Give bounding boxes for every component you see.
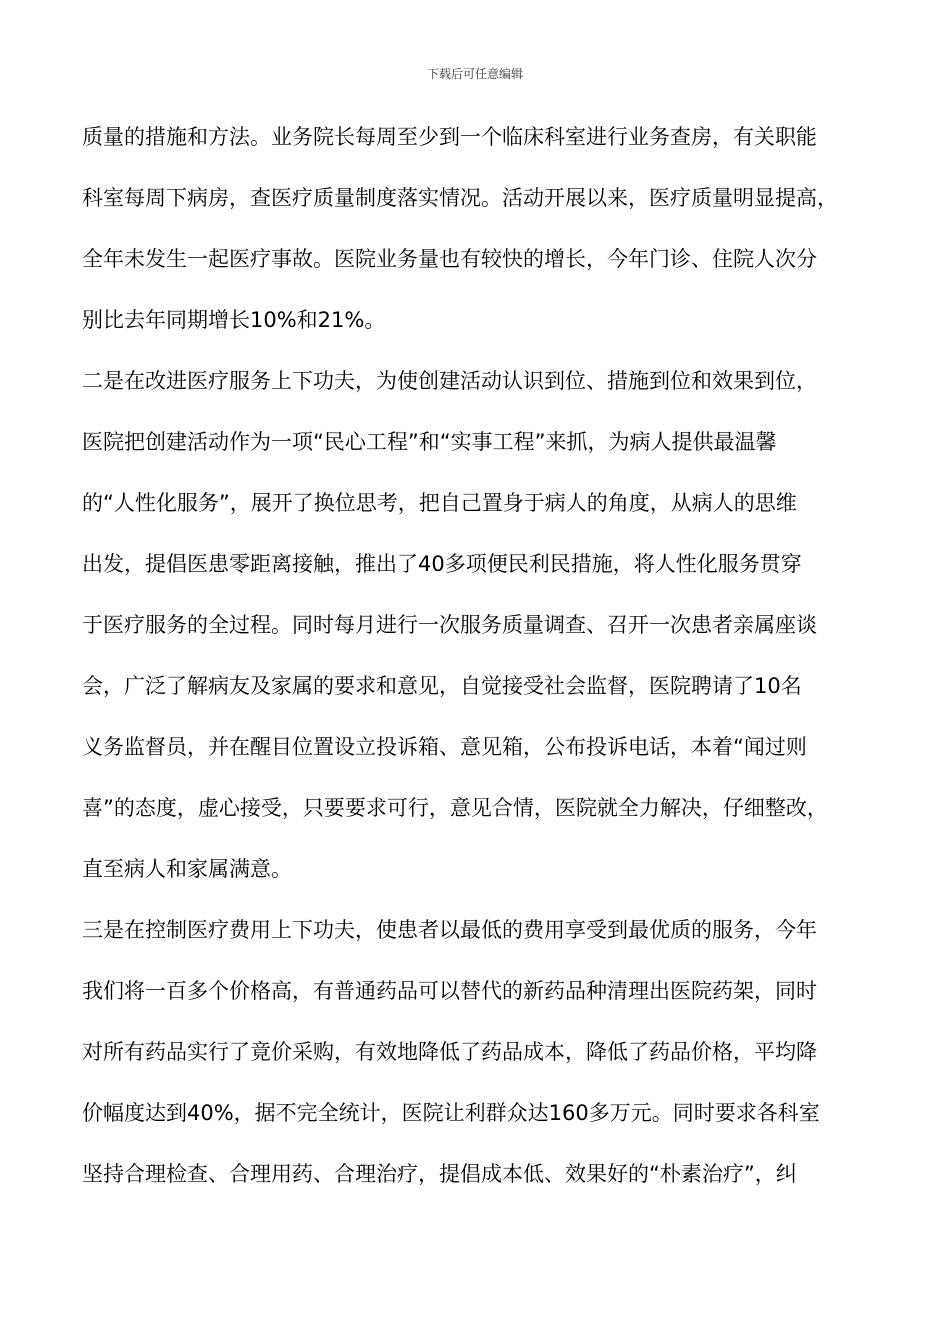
text-line: 全年未发生一起医疗事故。医院业务量也有较快的增长，今年门诊、住院人次分 [82, 247, 817, 271]
text-line: 三是在控制医疗费用上下功夫，使患者以最低的费用享受到最优质的服务，今年 [82, 918, 817, 942]
text-line: 坚持合理检查、合理用药、合理治疗，提倡成本低、效果好的“朴素治疗”，纠 [82, 1162, 797, 1186]
text-line: 科室每周下病房，查医疗质量制度落实情况。活动开展以来，医疗质量明显提高， [82, 186, 838, 210]
text-line: 直至病人和家属满意。 [82, 857, 292, 881]
text-line: 对所有药品实行了竟价采购，有效地降低了药品成本，降低了药品价格，平均降 [82, 1040, 817, 1064]
text-line: 会，广泛了解病友及家属的要求和意见，自觉接受社会监督，医院聘请了10名 [82, 674, 802, 698]
text-line: 出发，提倡医患零距离接触，推出了40多项便民利民措施，将人性化服务贯穿 [82, 552, 802, 576]
text-line: 医院把创建活动作为一项“民心工程”和“实事工程”来抓，为病人提供最温馨 [82, 430, 777, 454]
page-header: 下载后可任意编辑 [426, 67, 523, 81]
text-line: 义务监督员，并在醒目位置设立投诉箱、意见箱，公布投诉电话，本着“闻过则 [82, 735, 807, 759]
text-line: 喜”的态度，虚心接受，只要要求可行，意见合情，医院就全力解决，仔细整改， [82, 796, 828, 820]
text-line: 于医疗服务的全过程。同时每月进行一次服务质量调查、召开一次患者亲属座谈 [82, 613, 817, 637]
text-line: 价幅度达到40%，据不完全统计，医院让利群众达160多万元。同时要求各科室 [82, 1101, 820, 1125]
text-line: 别比去年同期增长10%和21%。 [82, 308, 386, 332]
text-line: 的“人性化服务”，展开了换位思考，把自己置身于病人的角度，从病人的思维 [82, 491, 797, 515]
text-line: 我们将一百多个价格高，有普通药品可以替代的新药品种清理出医院药架，同时 [82, 979, 817, 1003]
text-line: 质量的措施和方法。业务院长每周至少到一个临床科室进行业务查房，有关职能 [82, 125, 817, 149]
document-body [82, 117, 882, 1215]
text-line: 二是在改进医疗服务上下功夫，为使创建活动认识到位、措施到位和效果到位， [82, 369, 817, 393]
